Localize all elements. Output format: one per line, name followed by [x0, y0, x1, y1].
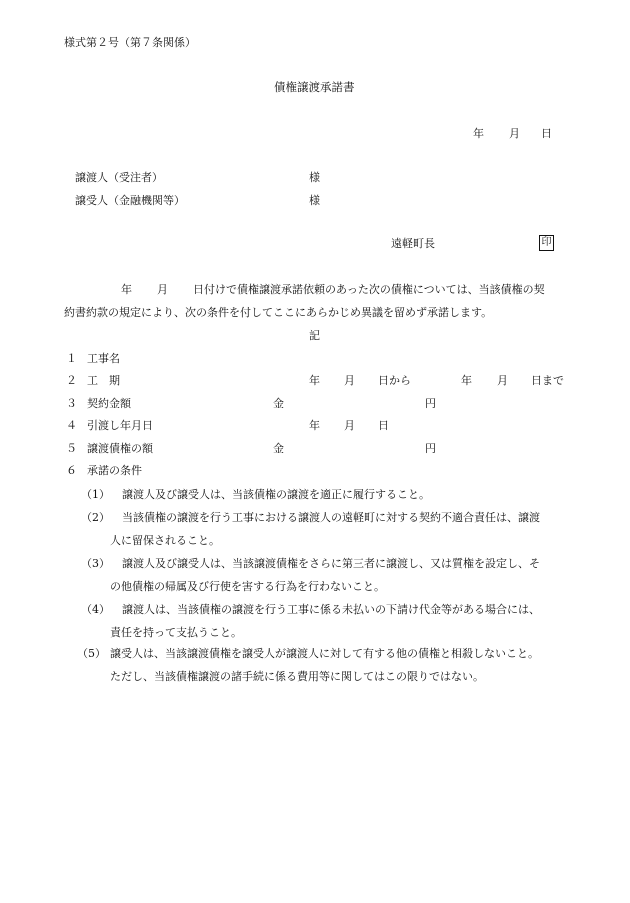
item6-number: ６ [66, 464, 77, 477]
ki-heading: 記 [309, 329, 320, 342]
issuer-name: 遠軽町長 [391, 237, 435, 250]
assignee-label: 譲受人（金融機関等） [75, 194, 185, 207]
date-day: 日 [541, 127, 552, 140]
condition-number: （2） [81, 511, 110, 524]
item3-yen: 円 [425, 397, 436, 410]
item2-to-year: 年 [461, 374, 472, 387]
item5-yen: 円 [425, 442, 436, 455]
item5-number: ５ [66, 442, 77, 455]
document-title: 債権譲渡承諾書 [274, 80, 355, 94]
item1-label: 工事名 [87, 352, 120, 365]
condition-text: 譲受人は、当該譲渡債権を譲受人が譲渡人に対して有する他の債権と相殺しないこと。 [110, 647, 539, 660]
item5-kin: 金 [273, 442, 284, 455]
condition-text: 当該債権の譲渡を行う工事における譲渡人の遠軽町に対する契約不適合責任は、譲渡 [122, 511, 540, 524]
condition-text: 譲渡人及び譲受人は、当該債権の譲渡を適正に履行すること。 [122, 488, 430, 501]
condition-text-continued: 人に留保されること。 [110, 534, 220, 547]
item3-number: ３ [66, 397, 77, 410]
para-year: 年 [121, 283, 132, 296]
seal-mark: 印 [539, 235, 554, 251]
assignor-honorific: 様 [309, 171, 320, 184]
item2-number: ２ [66, 374, 77, 387]
item2-label: 工 期 [87, 374, 120, 387]
item6-label: 承諾の条件 [87, 464, 142, 477]
item1-number: １ [66, 352, 77, 365]
condition-text-continued: 責任を持って支払うこと。 [110, 626, 242, 639]
item3-kin: 金 [273, 397, 284, 410]
item4-month: 月 [344, 419, 355, 432]
date-year: 年 [473, 127, 484, 140]
item4-number: ４ [66, 419, 77, 432]
condition-number: （4） [81, 603, 110, 616]
item3-label: 契約金額 [87, 397, 131, 410]
condition-number: （3） [81, 557, 110, 570]
assignor-label: 譲渡人（受注者） [75, 171, 163, 184]
para-line2: 約書約款の規定により、次の条件を付してここにあらかじめ異議を留めず承諾します。 [64, 306, 493, 319]
item2-to-month: 月 [497, 374, 508, 387]
item2-to-day: 日まで [531, 374, 564, 387]
condition-text: 譲渡人及び譲受人は、当該譲渡債権をさらに第三者に譲渡し、又は質権を設定し、そ [122, 557, 540, 570]
item2-from-month: 月 [344, 374, 355, 387]
item4-label: 引渡し年月日 [87, 419, 153, 432]
date-month: 月 [509, 127, 520, 140]
condition-number: （1） [81, 488, 110, 501]
para-line1: 日付けで債権譲渡承諾依頼のあった次の債権については、当該債権の契 [193, 283, 545, 296]
form-number: 様式第２号（第７条関係） [64, 36, 196, 49]
item4-day: 日 [378, 419, 389, 432]
item2-from-year: 年 [309, 374, 320, 387]
condition-text-continued: の他債権の帰属及び行使を害する行為を行わないこと。 [110, 580, 385, 593]
item5-label: 譲渡債権の額 [87, 442, 153, 455]
condition-text: 譲渡人は、当該債権の譲渡を行う工事に係る未払いの下請け代金等がある場合には、 [122, 603, 540, 616]
condition-text-continued: ただし、当該債権譲渡の諸手続に係る費用等に関してはこの限りではない。 [110, 670, 484, 683]
para-month: 月 [157, 283, 168, 296]
item2-from-day: 日から [378, 374, 411, 387]
condition-number: （5） [77, 647, 106, 660]
item4-year: 年 [309, 419, 320, 432]
assignee-honorific: 様 [309, 194, 320, 207]
